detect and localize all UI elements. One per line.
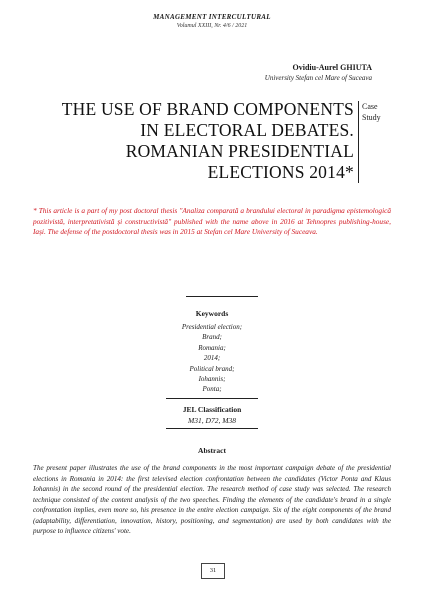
article-type-label (362, 101, 392, 123)
abstract-heading: Abstract (198, 446, 226, 455)
title-line: IN ELECTORAL DEBATES. (140, 120, 354, 140)
article-type-line: Case (362, 102, 378, 111)
keyword-item: Romania; (198, 343, 226, 352)
jel-heading: JEL Classification (182, 405, 242, 414)
title-line: THE USE OF BRAND COMPONENTS (61, 99, 354, 119)
author-block (265, 62, 372, 83)
title-line: ELECTIONS 2014* (207, 162, 354, 182)
title-divider (358, 101, 359, 183)
article-type-line: Study (362, 113, 381, 122)
abstract-body: The present paper illustrates the use of the brand components in the most important campaign debate of the presidential elections in Romania in 2014: the first televised election confrontation between the candidates (Victor Ponta and Klaus Iohannis) in the second round of the presidential election. The research method of case study was selected. The research technique consisted of the content analysis of the two speeches. Finding the elements of the candidate's brand in a single confrontation implies, even more so, his presence in the entire election campaign. Six of the eight components of the brand (adaptability, differentiation, innovation, history, positioning, and segmentation) are used by both candidates with the purpose to influence citizens' vote. (33, 464, 391, 535)
title-footnote: * This article is a part of my post doctoral thesis "Analiza comparată a brandului electoral in paradigma epistemologică pozitivistă, interpretativistă și constructivistă" published with the name above in 2016 at Tehnopres publishing-house, Iași. The defense of the postdoctoral thesis was in 2015 at Stefan cel Mare University of Suceava. (33, 206, 391, 236)
keyword-item: Brand; (202, 333, 222, 342)
jel-bottom-rule (166, 428, 258, 429)
page-number: 31 (201, 563, 225, 579)
keywords-section (112, 309, 312, 395)
article-title (54, 99, 354, 183)
keyword-item: Presidential election; (181, 323, 243, 331)
jel-codes: M31, D72, M38 (188, 416, 236, 425)
keyword-item: Ponta; (202, 385, 222, 394)
journal-header (0, 13, 424, 30)
author-affiliation: University Stefan cel Mare of Suceava (264, 74, 372, 82)
keywords-heading: Keywords (195, 309, 229, 318)
title-line: ROMANIAN PRESIDENTIAL (125, 141, 354, 161)
author-name: Ovidiu-Aurel GHIUTA (292, 63, 372, 72)
keyword-item: Political brand; (189, 364, 235, 373)
jel-section (112, 405, 312, 426)
keyword-item: 2014; (203, 354, 221, 363)
keyword-item: Iohannis; (198, 375, 226, 384)
journal-volume: Volumul XXIII, Nr. 4/6 / 2021 (176, 23, 248, 29)
journal-name: MANAGEMENT INTERCULTURAL (153, 13, 271, 21)
keywords-top-rule (186, 296, 258, 297)
jel-top-rule (166, 398, 258, 399)
